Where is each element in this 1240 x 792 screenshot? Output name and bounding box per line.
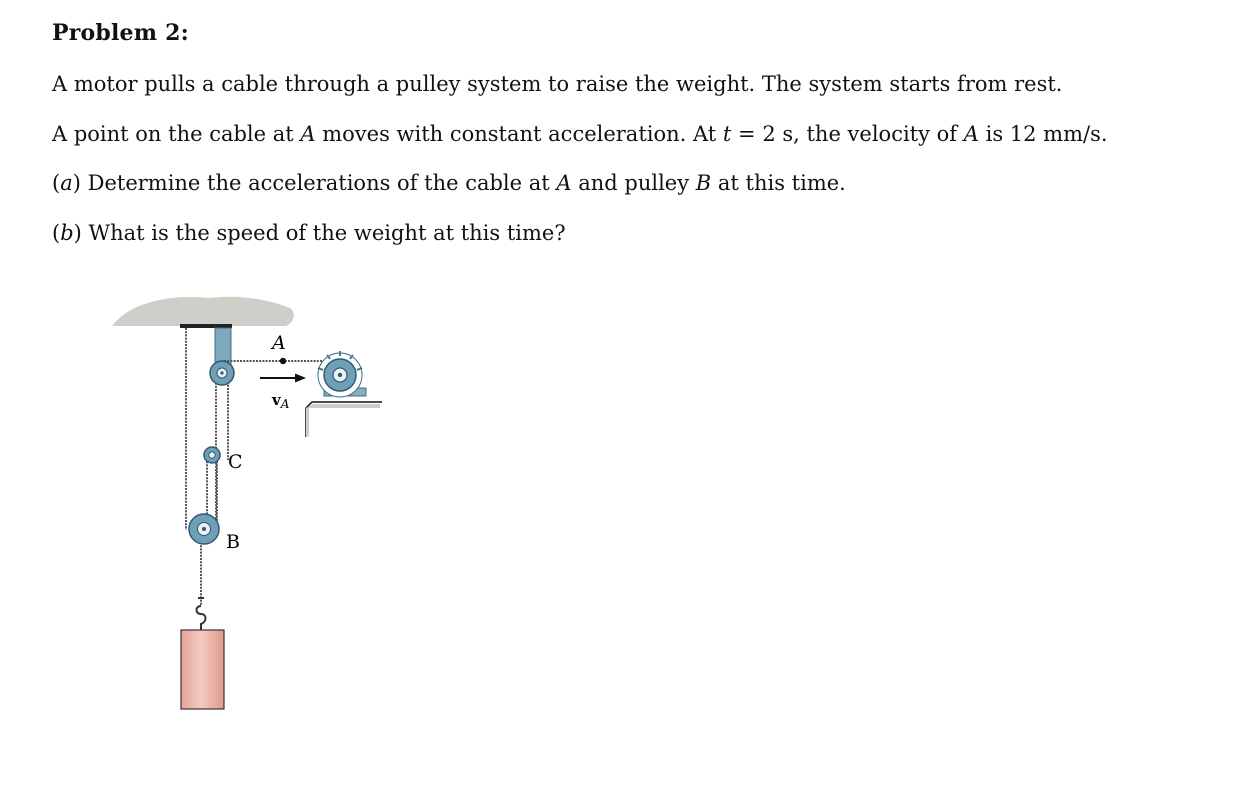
variable-t: t [722, 122, 732, 146]
text-segment: Determine the accelerations of the cable at [80, 171, 557, 195]
pulley-system-figure [100, 280, 400, 720]
problem-heading: Problem 2: [52, 20, 189, 46]
label-A: A [272, 332, 286, 354]
paren-close: ) [72, 171, 81, 195]
question-a [52, 171, 846, 195]
text-segment: = 2 s, the velocity of [731, 122, 964, 146]
text-segment: and pulley [571, 171, 696, 195]
variable-A: A [556, 171, 572, 195]
part-label-a: a [60, 171, 73, 195]
problem-statement-line-2 [52, 122, 1108, 146]
label-B: B [226, 531, 240, 553]
variable-B: B [695, 171, 712, 195]
question-b [52, 221, 566, 245]
motor-ledge-shade [306, 404, 380, 437]
pulley-B [189, 514, 219, 544]
cables [186, 328, 332, 605]
velocity-arrow [260, 374, 306, 383]
point-A [280, 358, 286, 364]
text-segment: moves with constant acceleration. At [315, 122, 723, 146]
text-segment: A point on the cable at [52, 122, 301, 146]
label-velocity [271, 391, 290, 411]
motor [318, 351, 366, 397]
label-v: v [272, 391, 281, 409]
problem-statement-line-1: A motor pulls a cable through a pulley system to raise the weight. The system starts from rest. [52, 72, 1063, 96]
text-segment: is 12 mm/s. [978, 122, 1108, 146]
paren-open: ( [52, 171, 61, 195]
pulley-C [204, 447, 220, 463]
ceiling [112, 297, 294, 326]
variable-A: A [300, 122, 316, 146]
label-v-subscript: A [280, 397, 290, 411]
paren-close: ) [73, 221, 82, 245]
text-segment: What is the speed of the weight at this time? [81, 221, 566, 245]
text-segment: at this time. [711, 171, 846, 195]
top-pulley [210, 361, 234, 385]
ceiling-mount-plate [180, 324, 232, 328]
variable-A: A [963, 122, 979, 146]
label-C: C [228, 451, 243, 473]
paren-open: ( [52, 221, 61, 245]
part-label-b: b [60, 221, 74, 245]
weight [181, 630, 224, 709]
